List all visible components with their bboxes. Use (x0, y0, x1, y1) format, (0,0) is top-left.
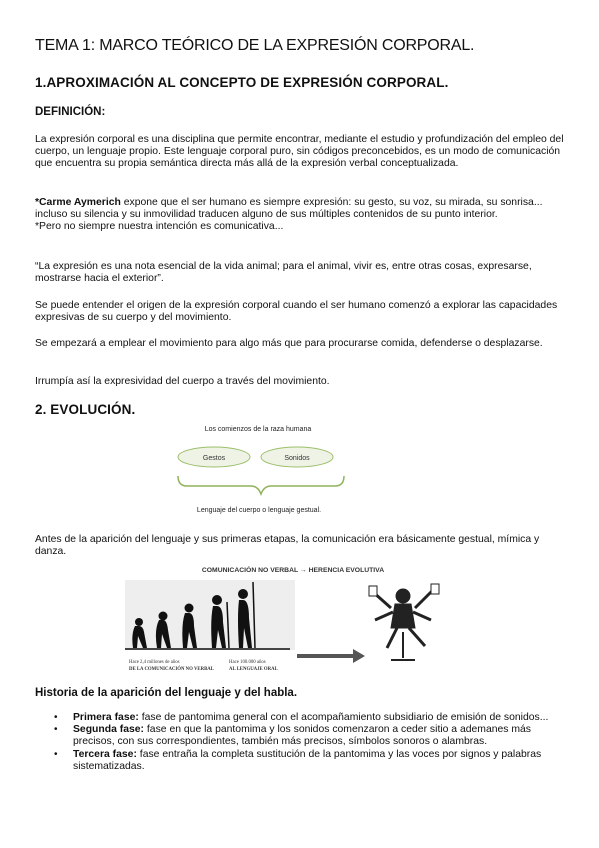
arrow-shaft (297, 654, 353, 658)
caption-left-line-1: Hace 2,4 millones de años (129, 660, 180, 665)
caption-left-line-2: DE LA COMUNICACIÓN NO VERBAL (129, 667, 214, 672)
brace-icon (178, 476, 344, 494)
document-title: TEMA 1: MARCO TEÓRICO DE LA EXPRESIÓN CORPORAL. (35, 37, 475, 54)
bullet-icon: • (54, 748, 58, 760)
movement-paragraph: Se empezará a emplear el movimiento para algo más que para procurarse comida, defenderse o desplazarse. (35, 338, 543, 349)
list-item (35, 712, 565, 724)
section-1-heading: 1.APROXIMACIÓN AL CONCEPTO DE EXPRESIÓN CORPORAL. (35, 75, 449, 90)
section-2-heading: 2. EVOLUCIÓN. (35, 402, 136, 417)
evolution-illustration (125, 562, 460, 680)
ground-line (125, 648, 290, 650)
history-heading: Historia de la aparición del lenguaje y del habla. (35, 687, 298, 699)
office-worker-icon (369, 584, 439, 660)
bullet-icon: • (54, 712, 58, 723)
author-name: *Carme Aymerich (35, 197, 121, 208)
quote-paragraph: “La expresión es una nota esencial de la vida animal; para el animal, vivir es, entre otras cosas, expresarse, mostrarse hacia el exterior”. (35, 261, 532, 285)
gestures-label: Gestos (202, 455, 226, 462)
intention-note: *Pero no siempre nuestra intención es comunicativa... (35, 221, 284, 233)
phase-title: Tercera fase: (73, 748, 137, 760)
expressivity-paragraph: Irrumpía así la expresividad del cuerpo a través del movimiento. (35, 376, 330, 387)
bullet-icon: • (54, 724, 58, 736)
phase-text: fase entraña la completa sustitución de la pantomima y las voces por signos y palabras sistematizadas. (73, 748, 542, 772)
sounds-label: Sonidos (284, 455, 310, 462)
phase-title: Primera fase: (73, 712, 139, 723)
diagram-top-label: Los comienzos de la raza humana (204, 426, 312, 433)
phase-text: fase en que la pantomima y los sonidos comenzaron a ceder sitio a ademanes más precisos, con sus correspondientes, también más precisos, símbolos sonoros o alambras. (73, 724, 532, 748)
aymerich-paragraph (35, 197, 565, 234)
origin-paragraph: Se puede entender el origen de la expresión corporal cuando el ser humano comenzó a explorar las capacidades expresivas de su cuerpo y del movimiento. (35, 300, 558, 324)
origins-diagram (175, 420, 350, 520)
left-panel-background (125, 580, 295, 650)
list-item (35, 749, 565, 773)
phase-text: fase de pantomima general con el acompañamiento subsidiario de emisión de sonidos... (138, 712, 549, 723)
phases-list (35, 712, 565, 773)
evolution-banner: COMUNICACIÓN NO VERBAL → HERENCIA EVOLUTIVA (201, 567, 385, 574)
arrow-head-icon (353, 649, 365, 663)
before-language-paragraph: Antes de la aparición del lenguaje y sus primeras etapas, la comunicación era básicamente gestual, mímica y danza. (35, 534, 540, 558)
definition-paragraph: La expresión corporal es una disciplina que permite encontrar, mediante el estudio y profundización del empleo del cuerpo, un lenguaje propio. Este lenguaje corporal puro, sin códigos preconcebidos, es un modo de comunicación que encuentra su propia semántica directa más allá de la expresión verbal conceptualizada. (35, 134, 564, 170)
diagram-bottom-label: Lenguaje del cuerpo o lenguaje gestual. (196, 507, 322, 514)
caption-right-line-2: AL LENGUAJE ORAL (229, 667, 278, 672)
list-item (35, 724, 565, 748)
definition-subheading: DEFINICIÓN: (35, 106, 106, 118)
caption-right-line-1: Hace 100.000 años (229, 660, 266, 665)
aymerich-text: expone que el ser humano es siempre expresión: su gesto, su voz, su mirada, su sonrisa... incluso su silencia y su inmovilidad traducen alguno de sus múltiples contenidos de su punto interior. (35, 197, 543, 221)
phase-title: Segunda fase: (73, 724, 145, 736)
